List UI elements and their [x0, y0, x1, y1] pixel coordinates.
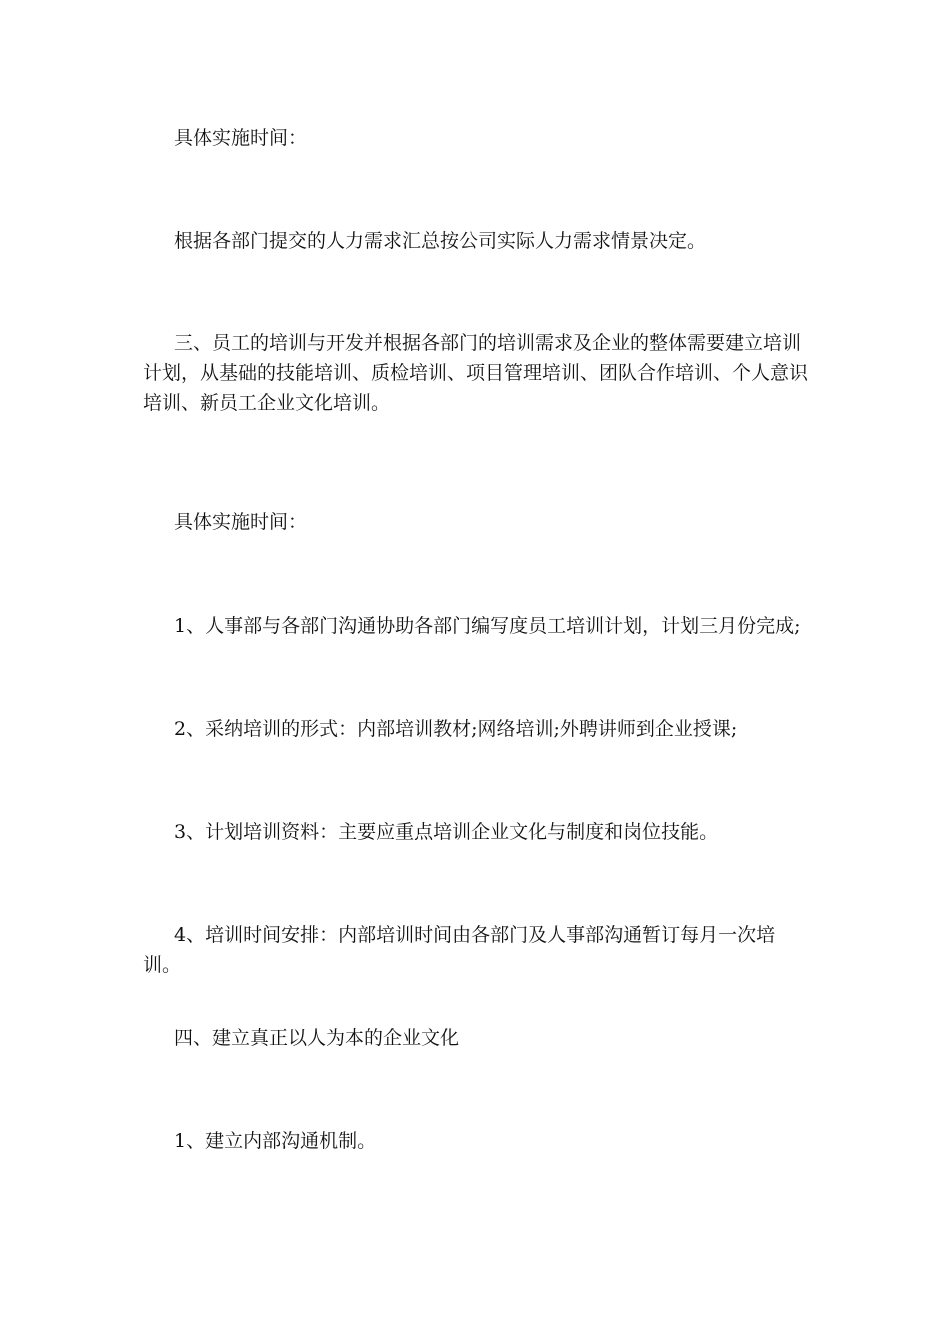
paragraph-item-4-training-schedule: 4、培训时间安排：内部培训时间由各部门及人事部沟通暂订每月一次培训。: [143, 924, 776, 976]
paragraph-item-2-training-form: 2、采纳培训的形式：内部培训教材;网络培训;外聘讲师到企业授课;: [174, 718, 738, 740]
paragraph-section-three-training: 三、员工的培训与开发并根据各部门的培训需求及企业的整体需要建立培训计划，从基础的技能培训、质检培训、项目管理培训、团队合作培训、个人意识培训、新员工企业文化培训。: [143, 332, 809, 414]
paragraph-item-1-training-plan: 1、人事部与各部门沟通协助各部门编写度员工培训计划，计划三月份完成;: [174, 615, 801, 637]
paragraph-item-1-communication: 1、建立内部沟通机制。: [174, 1130, 377, 1152]
paragraph-hr-demand: 根据各部门提交的人力需求汇总按公司实际人力需求情景决定。: [174, 230, 707, 252]
paragraph-implementation-time-1: 具体实施时间：: [174, 127, 308, 149]
paragraph-item-3-training-content: 3、计划培训资料：主要应重点培训企业文化与制度和岗位技能。: [174, 821, 719, 843]
paragraph-implementation-time-2: 具体实施时间：: [174, 511, 308, 533]
paragraph-section-four-culture: 四、建立真正以人为本的企业文化: [174, 1027, 460, 1049]
